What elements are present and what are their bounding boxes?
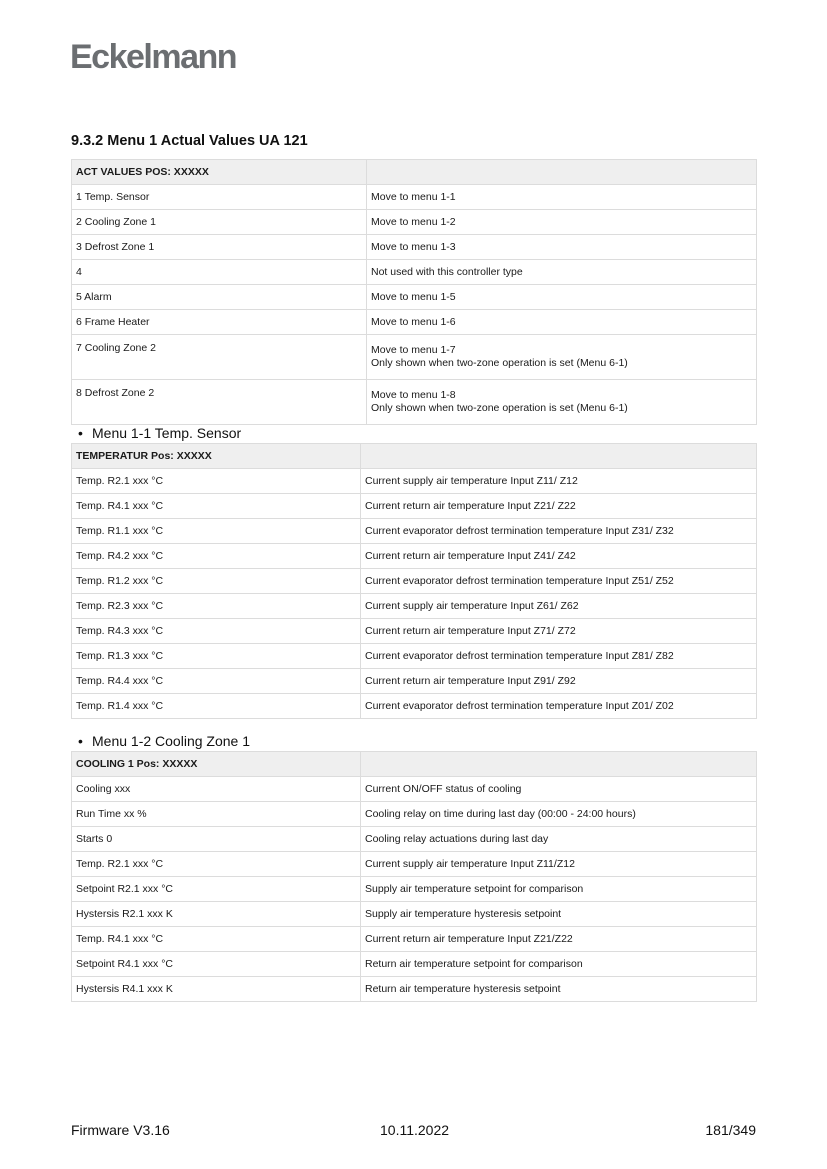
actual-values-table <box>71 159 757 425</box>
menu-item-label: 3 Defrost Zone 1 <box>72 235 367 260</box>
table-row <box>72 777 757 802</box>
menu-item-label: 1 Temp. Sensor <box>72 185 367 210</box>
parameter-description: Current return air temperature Input Z41/ Z42 <box>361 544 757 569</box>
table-row <box>72 852 757 877</box>
parameter-label: Cooling xxx <box>72 777 361 802</box>
parameter-label: Temp. R1.1 xxx °C <box>72 519 361 544</box>
table-header-cell <box>361 444 757 469</box>
parameter-description: Current evaporator defrost termination temperature Input Z01/ Z02 <box>361 694 757 719</box>
parameter-label: Starts 0 <box>72 827 361 852</box>
table-row <box>72 310 757 335</box>
table-row <box>72 260 757 285</box>
menu-item-label: 8 Defrost Zone 2 <box>72 380 367 425</box>
table-row <box>72 594 757 619</box>
menu-item-description: Move to menu 1-2 <box>367 210 757 235</box>
menu-item-label: 2 Cooling Zone 1 <box>72 210 367 235</box>
section-title: 9.3.2 Menu 1 Actual Values UA 121 <box>71 133 308 149</box>
parameter-description: Current supply air temperature Input Z11/Z12 <box>361 852 757 877</box>
menu-item-label: 6 Frame Heater <box>72 310 367 335</box>
parameter-label: Run Time xx % <box>72 802 361 827</box>
menu-item-description: Move to menu 1-6 <box>367 310 757 335</box>
description-note: Only shown when two-zone operation is set (Menu 6-1) <box>371 402 628 414</box>
menu-item-description: Not used with this controller type <box>367 260 757 285</box>
menu-item-description: Move to menu 1-3 <box>367 235 757 260</box>
menu-item-label: 7 Cooling Zone 2 <box>72 335 367 380</box>
parameter-description: Cooling relay actuations during last day <box>361 827 757 852</box>
parameter-description: Return air temperature setpoint for comparison <box>361 952 757 977</box>
parameter-label: Hystersis R4.1 xxx K <box>72 977 361 1002</box>
parameter-label: Temp. R1.4 xxx °C <box>72 694 361 719</box>
table-row <box>72 644 757 669</box>
table-row <box>72 669 757 694</box>
sub-heading-cooling-zone <box>78 733 250 749</box>
table-row <box>72 802 757 827</box>
table-row <box>72 494 757 519</box>
table-row <box>72 877 757 902</box>
table-row <box>72 952 757 977</box>
table-row <box>72 335 757 380</box>
parameter-description: Current return air temperature Input Z21/Z22 <box>361 927 757 952</box>
parameter-description: Current return air temperature Input Z91/ Z92 <box>361 669 757 694</box>
bullet-icon: • <box>78 733 83 749</box>
cooling-table <box>71 751 757 1002</box>
table-row <box>72 569 757 594</box>
parameter-description: Current evaporator defrost termination temperature Input Z31/ Z32 <box>361 519 757 544</box>
parameter-label: Temp. R4.1 xxx °C <box>72 494 361 519</box>
table-row <box>72 519 757 544</box>
footer-page-number: 181/349 <box>705 1122 756 1138</box>
parameter-description: Supply air temperature setpoint for comparison <box>361 877 757 902</box>
table-header-cell <box>361 752 757 777</box>
description-line: Move to menu 1-7 <box>371 344 456 356</box>
parameter-description: Cooling relay on time during last day (00:00 - 24:00 hours) <box>361 802 757 827</box>
table-row <box>72 827 757 852</box>
footer-date: 10.11.2022 <box>380 1122 450 1138</box>
menu-item-description: Move to menu 1-1 <box>367 185 757 210</box>
table-row <box>72 210 757 235</box>
table-row <box>72 544 757 569</box>
table-header-cell: COOLING 1 Pos: XXXXX <box>72 752 361 777</box>
table-header-row <box>72 444 757 469</box>
parameter-label: Temp. R1.3 xxx °C <box>72 644 361 669</box>
parameter-label: Temp. R4.2 xxx °C <box>72 544 361 569</box>
parameter-description: Current return air temperature Input Z71/ Z72 <box>361 619 757 644</box>
parameter-description: Current supply air temperature Input Z61/ Z62 <box>361 594 757 619</box>
menu-item-description <box>367 380 757 425</box>
temperature-table <box>71 443 757 719</box>
table-row <box>72 977 757 1002</box>
parameter-label: Temp. R1.2 xxx °C <box>72 569 361 594</box>
parameter-label: Temp. R4.4 xxx °C <box>72 669 361 694</box>
menu-item-description: Move to menu 1-5 <box>367 285 757 310</box>
table-header-cell: ACT VALUES POS: XXXXX <box>72 160 367 185</box>
table-row <box>72 469 757 494</box>
table-row <box>72 694 757 719</box>
table-header-cell <box>367 160 757 185</box>
parameter-label: Temp. R2.1 xxx °C <box>72 469 361 494</box>
table-row <box>72 380 757 425</box>
sub-heading-text: Menu 1-2 Cooling Zone 1 <box>92 733 250 749</box>
table-row <box>72 619 757 644</box>
table-row <box>72 927 757 952</box>
menu-item-label: 5 Alarm <box>72 285 367 310</box>
table-header-cell: TEMPERATUR Pos: XXXXX <box>72 444 361 469</box>
menu-item-description <box>367 335 757 380</box>
table-header-row <box>72 752 757 777</box>
footer-firmware-version: Firmware V3.16 <box>71 1122 170 1138</box>
sub-heading-text: Menu 1-1 Temp. Sensor <box>92 425 242 441</box>
parameter-description: Current ON/OFF status of cooling <box>361 777 757 802</box>
parameter-label: Setpoint R4.1 xxx °C <box>72 952 361 977</box>
table-row <box>72 902 757 927</box>
description-line: Move to menu 1-8 <box>371 389 456 401</box>
description-note: Only shown when two-zone operation is set (Menu 6-1) <box>371 357 628 369</box>
parameter-description: Return air temperature hysteresis setpoint <box>361 977 757 1002</box>
table-row <box>72 235 757 260</box>
sub-heading-temp-sensor <box>78 425 241 441</box>
company-logo: Eckelmann <box>70 38 237 76</box>
parameter-description: Supply air temperature hysteresis setpoint <box>361 902 757 927</box>
parameter-label: Hystersis R2.1 xxx K <box>72 902 361 927</box>
table-row <box>72 185 757 210</box>
menu-item-label: 4 <box>72 260 367 285</box>
parameter-description: Current return air temperature Input Z21/ Z22 <box>361 494 757 519</box>
parameter-description: Current supply air temperature Input Z11/ Z12 <box>361 469 757 494</box>
parameter-label: Temp. R2.3 xxx °C <box>72 594 361 619</box>
parameter-label: Setpoint R2.1 xxx °C <box>72 877 361 902</box>
table-header-row <box>72 160 757 185</box>
parameter-label: Temp. R4.3 xxx °C <box>72 619 361 644</box>
parameter-label: Temp. R2.1 xxx °C <box>72 852 361 877</box>
parameter-description: Current evaporator defrost termination temperature Input Z51/ Z52 <box>361 569 757 594</box>
bullet-icon: • <box>78 425 83 441</box>
table-row <box>72 285 757 310</box>
parameter-label: Temp. R4.1 xxx °C <box>72 927 361 952</box>
parameter-description: Current evaporator defrost termination temperature Input Z81/ Z82 <box>361 644 757 669</box>
